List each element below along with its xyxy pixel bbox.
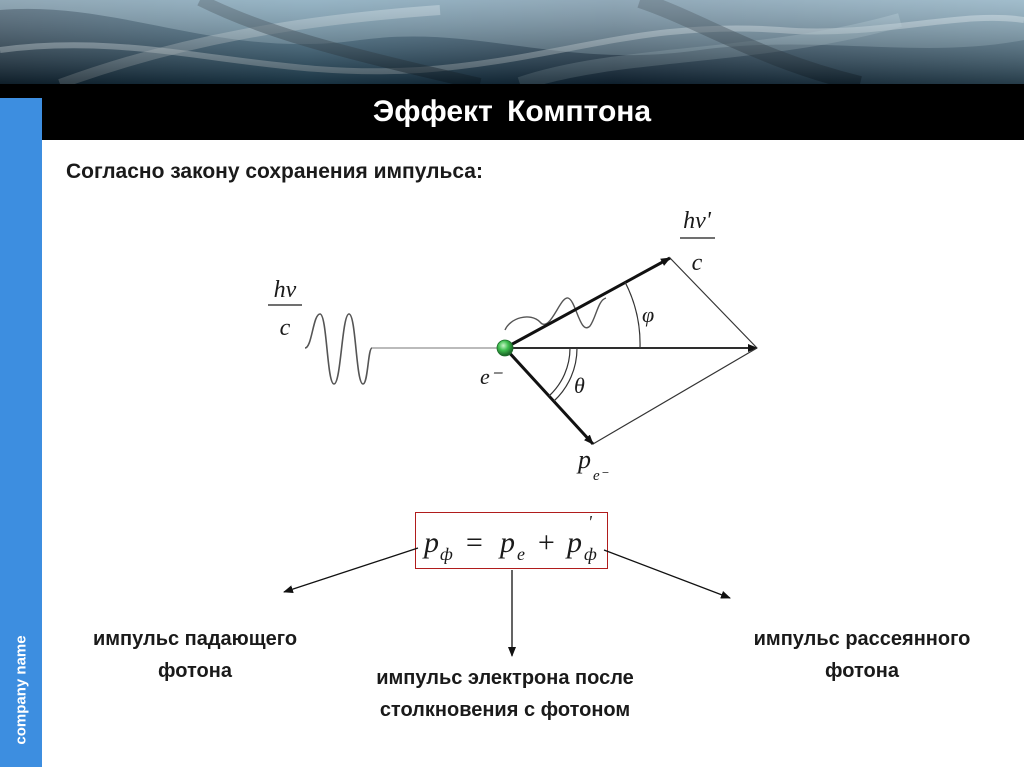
angle-theta: θ — [574, 373, 585, 398]
incident-denominator: c — [279, 315, 291, 341]
formula-term2-sub: ф — [584, 544, 597, 564]
formula-term1: p — [500, 526, 515, 559]
label-incident-line1: импульс падающего — [92, 628, 298, 650]
slide-title: Эффект Комптона — [372, 95, 652, 128]
company-name: company name — [12, 635, 30, 745]
electron-sphere — [497, 340, 513, 356]
formula-term2-prime: ' — [588, 512, 592, 532]
label-electron-line1: импульс электрона после — [376, 667, 634, 689]
label-incident-line2: фотона — [158, 660, 232, 682]
electron-momentum-base: p — [578, 445, 591, 474]
formula-lhs-sub: ф — [440, 544, 453, 564]
subtitle: Согласно закону сохранения импульса: — [66, 160, 483, 183]
parallelogram-bottom — [593, 348, 757, 444]
label-scattered-line2: фотона — [825, 660, 899, 682]
incident-numerator: hν — [273, 277, 297, 303]
angle-phi: φ — [642, 302, 655, 327]
formula-equals: = — [464, 526, 485, 559]
label-incident-photon — [60, 623, 330, 687]
incident-wave — [305, 314, 372, 384]
phi-arc — [625, 282, 640, 348]
pointer-arrow-right — [604, 550, 730, 598]
scattered-numerator: hν' — [683, 208, 711, 234]
label-electron-line2: столкновения с фотоном — [379, 699, 631, 721]
formula-lhs: p — [424, 526, 439, 559]
theta-arc-inner — [549, 348, 570, 396]
label-electron-momentum — [330, 662, 680, 726]
label-scattered-photon — [722, 623, 1002, 687]
parallelogram-top — [670, 258, 757, 348]
label-scattered-line1: импульс рассеянного — [753, 628, 971, 650]
formula-term2: p — [567, 526, 582, 559]
scattered-denominator: c — [691, 250, 703, 276]
formula-term1-sub: e — [517, 544, 525, 564]
electron-momentum-sub: e⁻ — [593, 468, 608, 484]
pointer-arrow-left — [284, 548, 418, 592]
electron-label: e⁻ — [480, 364, 502, 389]
formula-plus: + — [536, 526, 557, 559]
